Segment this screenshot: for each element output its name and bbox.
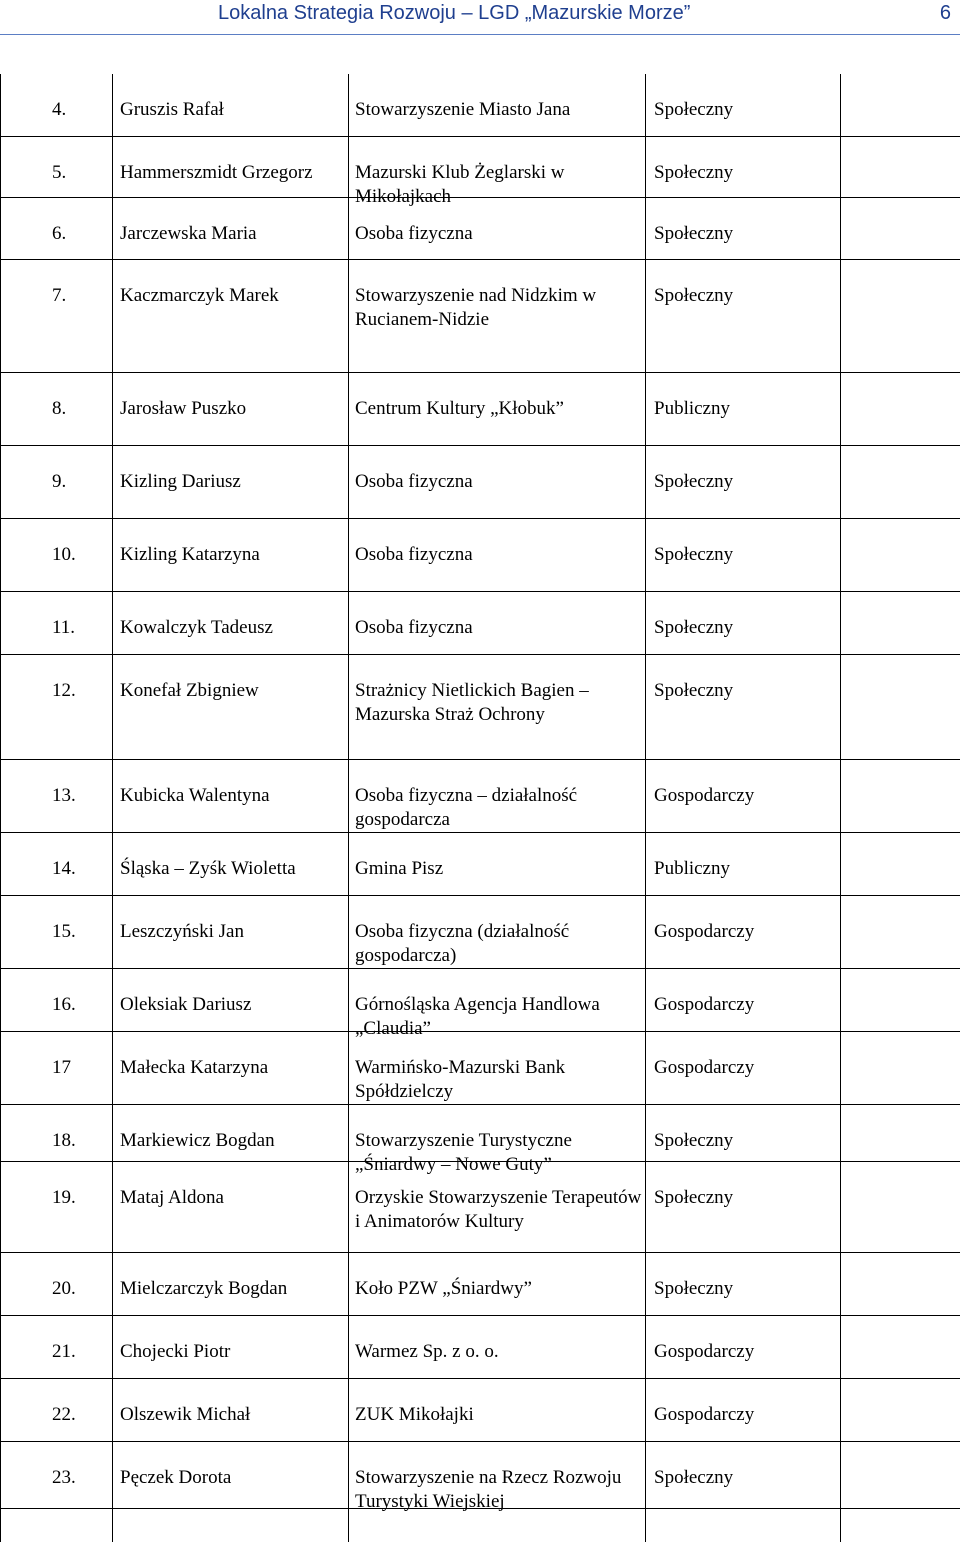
row-number: 16. [52,994,76,1015]
member-sector: Społeczny [654,285,734,306]
member-organization: Koło PZW „Śniardwy” [355,1278,532,1299]
table-row [0,74,960,137]
table-row [0,198,960,260]
member-sector: Gospodarczy [654,1404,755,1425]
member-sector: Społeczny [654,680,734,701]
table-row [0,260,960,373]
row-number: 20. [52,1278,76,1299]
table-row [0,1032,960,1105]
member-name: Śląska – Zyśk Wioletta [120,858,296,879]
member-organization: Osoba fizyczna [355,544,473,565]
member-sector: Gospodarczy [654,921,755,942]
table-row [0,1316,960,1379]
member-name: Małecka Katarzyna [120,1057,269,1078]
member-sector: Publiczny [654,398,730,419]
member-sector: Społeczny [654,1187,734,1208]
table-row [0,592,960,655]
member-name: Oleksiak Dariusz [120,994,252,1015]
table-row [0,655,960,760]
table-row [0,519,960,592]
member-sector: Społeczny [654,1130,734,1151]
member-name: Mataj Aldona [120,1187,224,1208]
row-number: 18. [52,1130,76,1151]
row-number: 21. [52,1341,76,1362]
member-organization: Osoba fizyczna [355,471,473,492]
row-number: 6. [52,223,67,244]
row-number: 12. [52,680,76,701]
row-number: 13. [52,785,76,806]
row-number: 14. [52,858,76,879]
table-row [0,446,960,519]
member-name: Hammerszmidt Grzegorz [120,162,313,183]
member-organization: Stowarzyszenie na Rzecz Rozwoju Turystyki Wiejskiej [355,1467,622,1512]
member-name: Jarczewska Maria [120,223,257,244]
page-header [0,0,960,30]
member-name: Leszczyński Jan [120,921,244,942]
row-number: 8. [52,398,67,419]
member-sector: Społeczny [654,617,734,638]
row-number: 15. [52,921,76,942]
member-name: Pęczek Dorota [120,1467,232,1488]
member-name: Gruszis Rafał [120,99,224,120]
table-row [0,760,960,833]
member-organization: Warmez Sp. z o. o. [355,1341,499,1362]
row-number: 17 [52,1057,71,1078]
member-sector: Społeczny [654,99,734,120]
member-organization: Mazurski Klub Żeglarski w Mikołajkach [355,162,565,207]
member-organization: Stowarzyszenie Miasto Jana [355,99,571,120]
member-name: Kaczmarczyk Marek [120,285,279,306]
member-organization: Stowarzyszenie nad Nidzkim w Rucianem-Nidzie [355,285,597,330]
member-name: Olszewik Michał [120,1404,251,1425]
member-organization: Osoba fizyczna [355,223,473,244]
table-row [0,833,960,896]
member-organization: Osoba fizyczna [355,617,473,638]
member-sector: Społeczny [654,471,734,492]
member-sector: Społeczny [654,162,734,183]
member-sector: Publiczny [654,858,730,879]
member-name: Markiewicz Bogdan [120,1130,275,1151]
member-sector: Gospodarczy [654,785,755,806]
member-organization: Osoba fizyczna (działalność gospodarcza) [355,921,570,966]
table-row [0,1442,960,1512]
member-name: Kizling Katarzyna [120,544,260,565]
table-row [0,896,960,969]
table-row [0,373,960,446]
member-organization: Strażnicy Nietlickich Bagien – Mazurska Straż Ochrony [355,680,589,725]
table-row [0,1253,960,1316]
member-name: Kowalczyk Tadeusz [120,617,273,638]
member-organization: ZUK Mikołajki [355,1404,474,1425]
members-table [0,74,960,1512]
member-sector: Społeczny [654,1278,734,1299]
table-row [0,969,960,1039]
member-sector: Społeczny [654,544,734,565]
row-number: 11. [52,617,76,638]
member-sector: Gospodarczy [654,1057,755,1078]
member-organization: Osoba fizyczna – działalność gospodarcza [355,785,578,830]
member-organization: Górnośląska Agencja Handlowa „Claudia” [355,994,600,1039]
member-name: Mielczarczyk Bogdan [120,1278,288,1299]
member-name: Jarosław Puszko [120,398,247,419]
member-organization: Centrum Kultury „Kłobuk” [355,398,564,419]
member-name: Konefał Zbigniew [120,680,259,701]
page-number: 6 [939,2,951,24]
row-number: 22. [52,1404,76,1425]
member-sector: Gospodarczy [654,994,755,1015]
row-number: 19. [52,1187,76,1208]
row-number: 9. [52,471,67,492]
member-name: Kubicka Walentyna [120,785,270,806]
table-row [0,137,960,207]
row-number: 23. [52,1467,76,1488]
member-organization: Gmina Pisz [355,858,444,879]
member-sector: Gospodarczy [654,1341,755,1362]
table-row [0,1105,960,1175]
header-divider [0,34,960,35]
document-title: Lokalna Strategia Rozwoju – LGD „Mazurskie Morze” [218,2,691,24]
row-number: 7. [52,285,67,306]
member-organization: Warmińsko-Mazurski Bank Spółdzielczy [355,1057,566,1102]
member-organization: Orzyskie Stowarzyszenie Terapeutów i Animatorów Kultury [355,1187,642,1232]
member-name: Kizling Dariusz [120,471,241,492]
row-number: 10. [52,544,76,565]
table-row [0,1162,960,1253]
member-organization: Stowarzyszenie Turystyczne „Śniardwy – Nowe Guty” [355,1130,572,1175]
member-name: Chojecki Piotr [120,1341,231,1362]
member-sector: Społeczny [654,1467,734,1488]
table-row [0,1379,960,1442]
row-number: 5. [52,162,67,183]
member-sector: Społeczny [654,223,734,244]
row-number: 4. [52,99,67,120]
